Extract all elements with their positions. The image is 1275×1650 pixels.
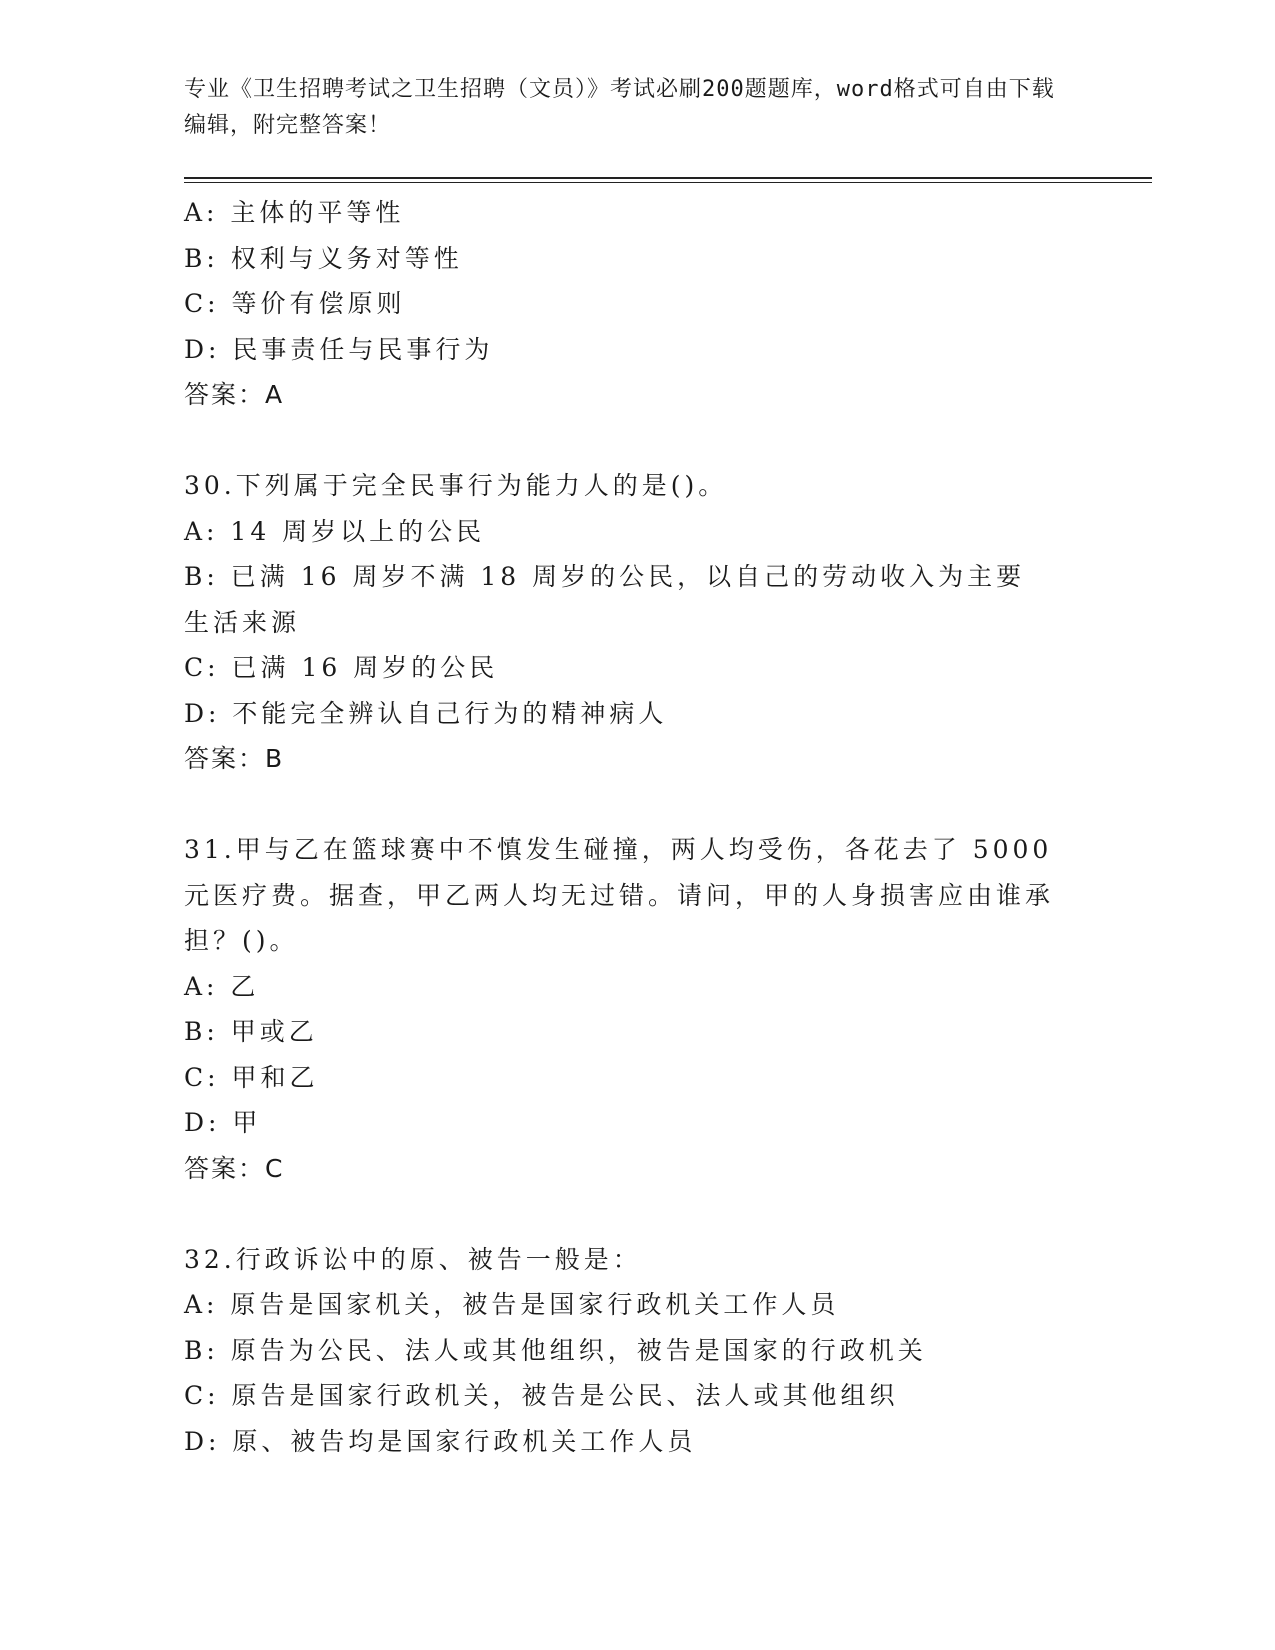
spacer [184, 418, 1084, 464]
option-a: A: 原告是国家机关，被告是国家行政机关工作人员 [184, 1290, 840, 1319]
spacer [184, 1191, 1084, 1237]
option-d: D: 民事责任与民事行为 [184, 334, 494, 364]
option-a: A: 乙 [184, 971, 260, 1001]
answer-label: 答案：A [184, 380, 285, 409]
option-a: A: 主体的平等性 [184, 198, 405, 227]
option-c: C: 原告是国家行政机关，被告是公民、法人或其他组织 [184, 1381, 899, 1410]
option-c: C: 甲和乙 [184, 1062, 319, 1092]
option-c: C: 已满 16 周岁的公民 [184, 653, 499, 682]
option-b: B: 甲或乙 [184, 1017, 318, 1046]
option-a: A: 14 周岁以上的公民 [184, 516, 486, 546]
question-block-30 [184, 463, 1084, 782]
question-text: 32.行政诉讼中的原、被告一般是： [184, 1244, 642, 1274]
answer-label: 答案：B [184, 744, 285, 773]
question-block-31 [184, 827, 1084, 1191]
question-block-32 [184, 1237, 1084, 1465]
option-b: B: 原告为公民、法人或其他组织，被告是国家的行政机关 [184, 1335, 927, 1365]
question-block-29 [184, 190, 1084, 418]
answer-label: 答案：C [184, 1153, 285, 1183]
option-d: D: 甲 [184, 1108, 262, 1137]
document-header: 专业《卫生招聘考试之卫生招聘（文员）》考试必刷200题题库，word格式可自由下载编辑，附完整答案！ [184, 77, 1055, 138]
spacer [184, 782, 1084, 828]
option-d: D: 原、被告均是国家行政机关工作人员 [184, 1426, 697, 1456]
question-text: 31.甲与乙在篮球赛中不慎发生碰撞，两人均受伤，各花去了 5000 元医疗费。据查，甲乙两人均无过错。请问，甲的人身损害应由谁承担？()。 [184, 835, 1055, 955]
option-d: D: 不能完全辨认自己行为的精神病人 [184, 698, 668, 728]
question-list [184, 190, 1084, 1464]
header-divider-thick [184, 177, 1152, 179]
option-c: C: 等价有偿原则 [184, 289, 406, 318]
header-divider-thin [184, 182, 1152, 183]
option-b: B: 权利与义务对等性 [184, 243, 463, 273]
question-text: 30.下列属于完全民事行为能力人的是()。 [184, 471, 728, 500]
option-b: B: 已满 16 周岁不满 18 周岁的公民，以自己的劳动收入为主要生活来源 [184, 562, 1026, 637]
